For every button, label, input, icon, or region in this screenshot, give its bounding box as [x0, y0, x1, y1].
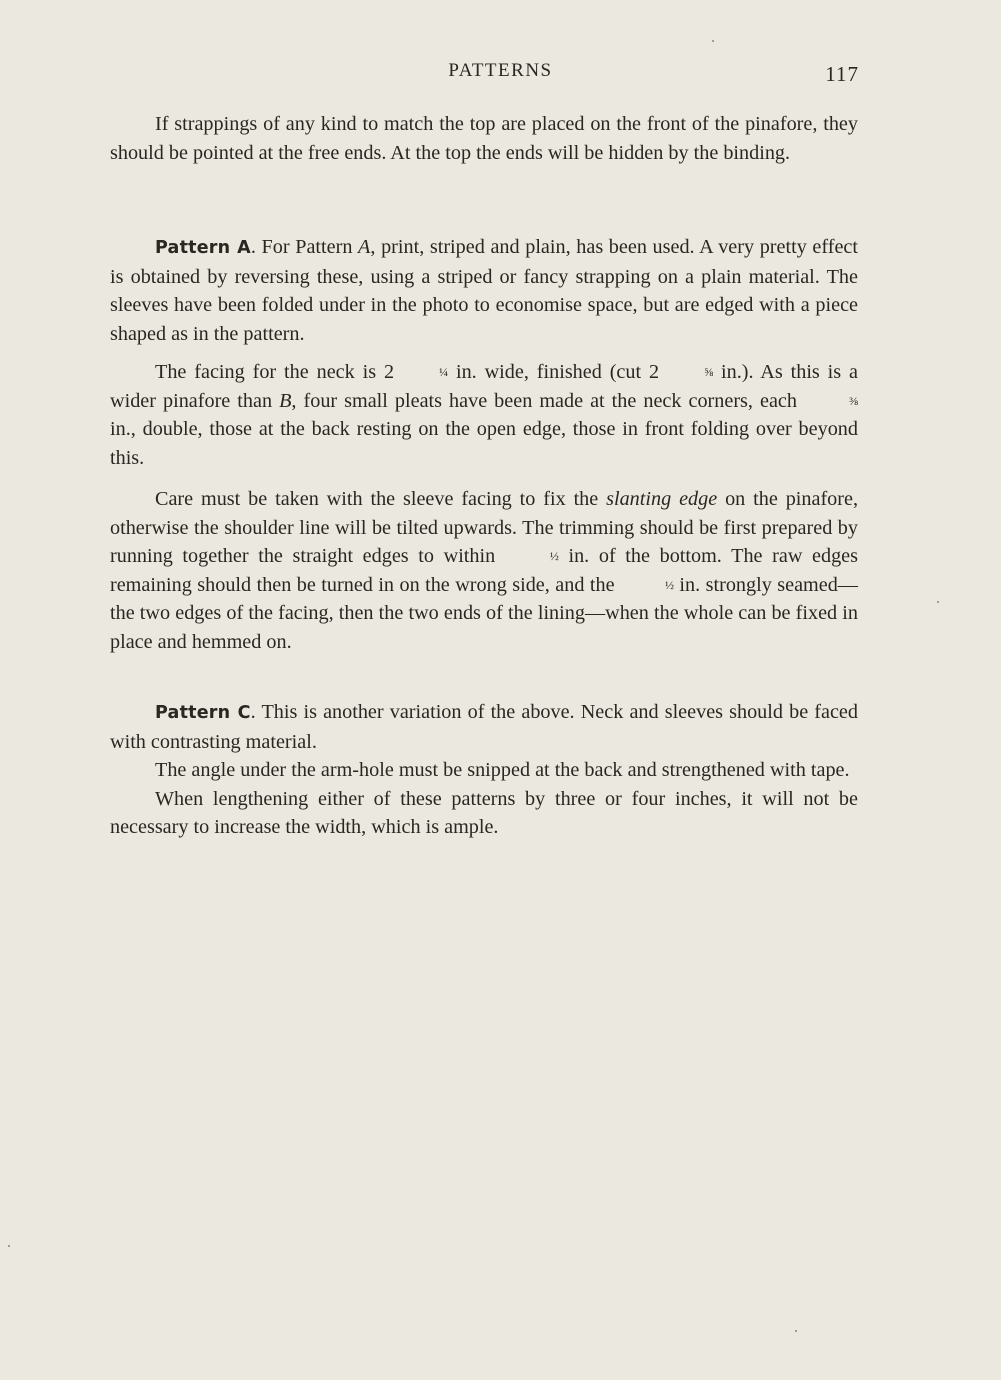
paper-speck	[712, 40, 714, 42]
paragraph-lengthening: When lengthening either of these patterns by three or four inches, it will not be necessary to increase the width, which is ample.	[110, 787, 858, 838]
body-section-pattern-a	[110, 233, 858, 656]
paragraph-strappings: If strappings of any kind to match the top are placed on the front of the pinafore, they should be pointed at the free ends. At the top the ends will be hidden by the binding.	[110, 113, 858, 164]
fraction: ½	[664, 577, 674, 592]
pattern-c-heading: Pattern C	[155, 703, 251, 723]
body-section-strappings	[110, 110, 858, 167]
emphasis: slanting edge	[606, 488, 718, 510]
paper-speck	[795, 1330, 797, 1332]
page-header	[0, 60, 1001, 90]
paper-speck	[8, 1245, 10, 1247]
page-number: 117	[825, 62, 859, 86]
fraction: ¼	[439, 365, 449, 379]
paragraph-arm-hole: The angle under the arm-hole must be snipped at the back and strengthened with tape.	[155, 759, 850, 781]
paragraph-pattern-c-intro: Pattern C. This is another variation of the above. Neck and sleeves should be faced with contrasting material.	[110, 701, 858, 753]
paragraph-pattern-a-intro: Pattern A. For Pattern A, print, striped and plain, has been used. A very pretty effect is obtained by reversing these, using a striped or fancy strapping on a plain material. The sleeves have been folded under in the photo to economise space, but are edged with a piece shaped as in the pattern.	[110, 236, 858, 345]
paragraph-sleeve-facing: Care must be taken with the sleeve facing to fix the slanting edge on the pinafore, otherwise the shoulder line will be tilted upwards. The trimming should be first prepared by running together the straight edges to within ½ in. of the bottom. The raw edges remaining should then be turned in on the wrong side, and the ½ in. strongly seamed—the two edges of the facing, then the two ends of the lining—when the whole can be fixed in place and hemmed on.	[110, 488, 858, 653]
body-section-pattern-c	[110, 698, 858, 842]
paper-speck	[937, 601, 939, 603]
fraction: ½	[549, 549, 559, 563]
fraction: ⅝	[704, 365, 714, 379]
fraction: ⅜	[849, 393, 858, 408]
pattern-a-heading: Pattern A	[155, 238, 251, 258]
running-head: PATTERNS	[448, 60, 553, 81]
paragraph-neck-facing: The facing for the neck is 2 ¼ in. wide, finished (cut 2 ⅝ in.). As this is a wider pinafore than B, four small pleats have been made at the neck corners, each ⅜ in., double, those at the back resting on the open edge, those in front folding over beyond this.	[110, 361, 858, 469]
